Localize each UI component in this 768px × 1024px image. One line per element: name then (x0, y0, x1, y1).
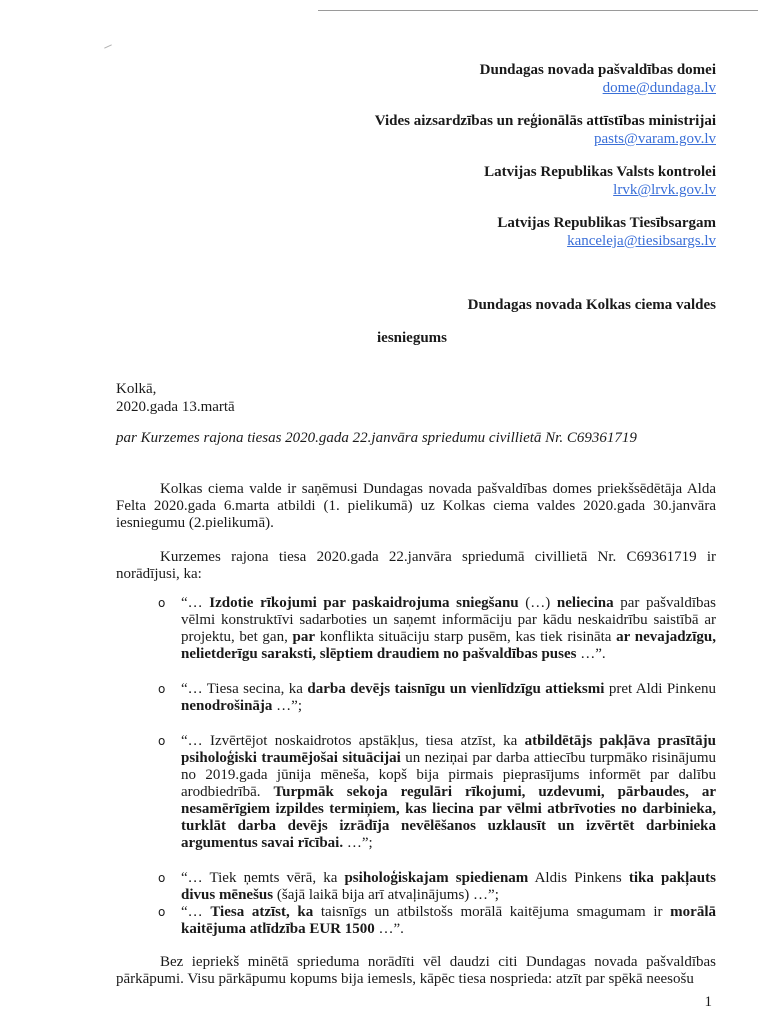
page-number: 1 (704, 994, 712, 1010)
quote-item (116, 595, 716, 663)
recipient-email-link[interactable]: dome@dundaga.lv (602, 80, 716, 96)
bullet-icon: o (158, 682, 166, 696)
bullet-icon: o (158, 596, 166, 610)
quote-text: konflikta situāciju starp pusēm, kas tiek risināta (315, 629, 617, 645)
quote-emphasis: morālā kaitējuma atlīdzība EUR 1500 (181, 904, 716, 937)
quote-text: …”; (272, 698, 302, 714)
recipient-1 (276, 61, 716, 97)
recipient-name: Vides aizsardzības un reģionālās attīstības ministrijai (374, 113, 716, 129)
paragraph-intro: Kolkas ciema valde ir saņēmusi Dundagas novada pašvaldības domes priekšsēdētāja Alda Felta 2020.gada 6.marta atbildi (1. pielikumā) uz Kolkas ciema valdes 2020.gada 30.janvāra iesniegumu (2.pielikumā). (116, 481, 716, 531)
quote-text: “… (181, 904, 211, 920)
quote-emphasis: Tiesa atzīst, ka (210, 904, 314, 920)
bullet-icon: o (158, 905, 166, 919)
recipient-2 (276, 112, 716, 148)
quote-emphasis: neliecina (556, 595, 614, 611)
court-quotes-list (116, 595, 716, 938)
bullet-icon: o (158, 871, 166, 885)
paragraph-court: Kurzemes rajona tiesa 2020.gada 22.janvāra spriedumā civillietā Nr. C69361719 ir norādījusi, ka: (116, 549, 716, 582)
place: Kolkā, (116, 381, 157, 397)
quote-text: …”. (374, 921, 404, 937)
quote-emphasis: tika pakļauts divus mēnešus (181, 870, 716, 903)
recipient-name: Latvijas Republikas Valsts kontrolei (484, 164, 716, 180)
quote-item (116, 681, 716, 715)
quote-emphasis: atbildētājs pakļāva prasītāju psiholoģiski traumējošai situācijai (181, 733, 716, 766)
date: 2020.gada 13.martā (116, 399, 235, 415)
recipient-email-link[interactable]: pasts@varam.gov.lv (594, 131, 716, 147)
quote-text: taisnīgs un atbilstošs morālā kaitējuma smagumam ir (313, 904, 671, 920)
quote-text: (…) (518, 595, 557, 611)
quote-emphasis: nenodrošināja (181, 698, 273, 714)
quote-emphasis: par (292, 629, 316, 645)
bullet-icon: o (158, 734, 166, 748)
quote-text: pret Aldi Pinkenu (604, 681, 716, 697)
scan-top-rule (318, 10, 758, 11)
quote-text: par pašvaldības vēlmi konstruktīvi sadarboties un saņemt informāciju par kādu neskaidrību saistībā ar projektu, bet gan, (181, 595, 716, 645)
quote-text: “… Tiek ņemts vērā, ka (181, 870, 345, 886)
quote-item (116, 870, 716, 904)
recipients-block (276, 61, 716, 265)
quote-text: Aldis Pinkens (528, 870, 629, 886)
recipient-email-link[interactable]: kanceleja@tiesibsargs.lv (567, 233, 716, 249)
quote-text: …”; (343, 835, 373, 851)
document-type: iesniegums (377, 330, 448, 346)
quote-emphasis: ar nevajadzīgu, nelietderīgu saraksti, slēptiem draudiem no pašvaldības puses (181, 629, 716, 662)
recipient-name: Dundagas novada pašvaldības domei (479, 62, 716, 78)
quote-text: …”. (576, 646, 606, 662)
recipient-name: Latvijas Republikas Tiesībsargam (497, 215, 716, 231)
quote-emphasis: Izdotie rīkojumi par paskaidrojuma sniegšanu (209, 595, 519, 611)
quote-item (116, 733, 716, 852)
quote-text: “… Tiesa secina, ka (181, 681, 308, 697)
recipient-4 (276, 214, 716, 250)
quote-item (116, 904, 716, 938)
scan-mark (104, 44, 112, 48)
subject-line: par Kurzemes rajona tiesas 2020.gada 22.janvāra spriedumu civillietā Nr. C69361719 (116, 430, 637, 446)
place-date-block (116, 380, 235, 416)
recipient-3 (276, 163, 716, 199)
paragraph-conclusion: Bez iepriekš minētā sprieduma norādīti vēl daudzi citi Dundagas novada pašvaldības pārkāpumi. Visu pārkāpumu kopums bija iemesls, kāpēc tiesa nosprieda: atzīt par spēkā neesošu (116, 954, 716, 987)
quote-emphasis: darba devējs taisnīgu un vienlīdzīgu attieksmi (307, 681, 605, 697)
quote-text: “… (181, 595, 210, 611)
quote-text: “… Izvērtējot noskaidrotos apstākļus, tiesa atzīst, ka (181, 733, 525, 749)
recipient-email-link[interactable]: lrvk@lrvk.gov.lv (613, 182, 716, 198)
letter-body (116, 481, 716, 988)
quote-text: un neziņai par darba attiecību turpmāko risinājumu no 2019.gada jūnija mēneša, kopš bija pirmais pieprasījums informēt par dalību arodbiedrībā. (181, 750, 716, 800)
quote-text: (šajā laikā bija arī atvaļinājums) …”; (273, 887, 499, 903)
quote-emphasis: Turpmāk sekoja regulāri rīkojumi, uzdevumi, pārbaudes, ar nesamērīgiem izpildes termiņiem, kas liecina par vēlmi atbrīvoties no darbinieka, turklāt darba devējs izrādīja nevēlēšanos uzklausīt un izvērtēt darbinieka argumentus savai rīcībai. (181, 784, 716, 851)
quote-emphasis: psiholoģiskajam spiedienam (344, 870, 529, 886)
sender-line: Dundagas novada Kolkas ciema valdes (467, 297, 716, 313)
